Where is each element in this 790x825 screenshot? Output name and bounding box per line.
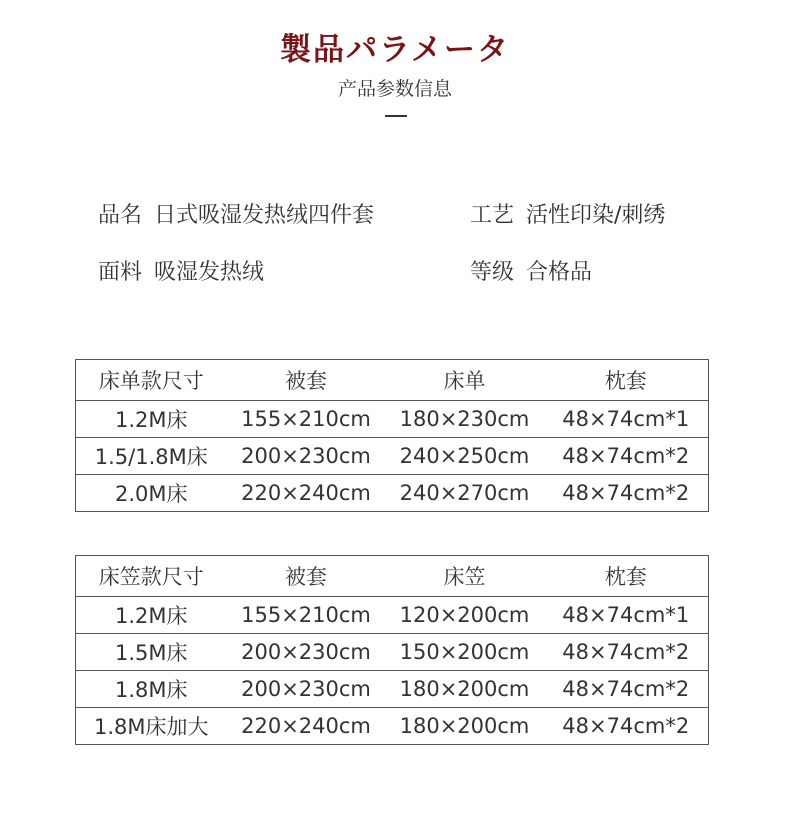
- table-header-row: [76, 556, 709, 597]
- spec-grade: [470, 258, 592, 288]
- spec-fabric-value: 吸湿发热绒: [154, 260, 265, 285]
- table-cell: 1.8M床: [76, 671, 227, 708]
- table-header-cell: 被套: [227, 360, 386, 401]
- table-cell: 48×74cm*2: [544, 671, 709, 708]
- table-row: [76, 708, 709, 745]
- table-header-cell: 被套: [227, 556, 386, 597]
- table-cell: 120×200cm: [386, 597, 544, 634]
- table-cell: 200×230cm: [227, 671, 386, 708]
- table-header-cell: 床笠: [386, 556, 544, 597]
- spec-name: [98, 201, 374, 231]
- table-cell: 155×210cm: [227, 597, 386, 634]
- table-cell: 1.8M床加大: [76, 708, 227, 745]
- table-row: [76, 597, 709, 634]
- table-row: [76, 401, 709, 438]
- table-cell: 48×74cm*1: [544, 597, 709, 634]
- table-cell: 2.0M床: [76, 475, 227, 512]
- table-header-cell: 枕套: [544, 360, 709, 401]
- table-cell: 48×74cm*2: [544, 438, 709, 475]
- table-cell: 1.5M床: [76, 634, 227, 671]
- title-divider: [385, 115, 407, 117]
- table-cell: 48×74cm*1: [544, 401, 709, 438]
- spec-fabric-label: 面料: [98, 260, 143, 285]
- table-cell: 240×270cm: [386, 475, 544, 512]
- table-row: [76, 671, 709, 708]
- table-cell: 1.2M床: [76, 401, 227, 438]
- table-header-cell: 枕套: [544, 556, 709, 597]
- table-cell: 48×74cm*2: [544, 475, 709, 512]
- fitted-size-table: [75, 555, 709, 745]
- table-cell: 155×210cm: [227, 401, 386, 438]
- spec-name-label: 品名: [98, 203, 143, 228]
- spec-fabric: [98, 258, 264, 288]
- spec-craft-label: 工艺: [470, 203, 515, 228]
- table-cell: 180×200cm: [386, 708, 544, 745]
- table-header-cell: 床笠款尺寸: [76, 556, 227, 597]
- spec-craft: [470, 201, 665, 231]
- page-subtitle: 产品参数信息: [337, 78, 452, 100]
- table-cell: 200×230cm: [227, 634, 386, 671]
- page-title: 製品パラメータ: [279, 32, 511, 68]
- table-cell: 48×74cm*2: [544, 634, 709, 671]
- table-cell: 1.5/1.8M床: [76, 438, 227, 475]
- table-row: [76, 475, 709, 512]
- spec-name-value: 日式吸湿发热绒四件套: [154, 203, 375, 228]
- table-row: [76, 438, 709, 475]
- spec-grade-value: 合格品: [526, 260, 593, 285]
- table-header-row: [76, 360, 709, 401]
- table-cell: 200×230cm: [227, 438, 386, 475]
- table-cell: 1.2M床: [76, 597, 227, 634]
- table-cell: 48×74cm*2: [544, 708, 709, 745]
- table-header-cell: 床单: [386, 360, 544, 401]
- sheet-size-table: [75, 359, 709, 512]
- table-cell: 150×200cm: [386, 634, 544, 671]
- table-cell: 240×250cm: [386, 438, 544, 475]
- table-cell: 220×240cm: [227, 475, 386, 512]
- table-row: [76, 634, 709, 671]
- table-cell: 180×200cm: [386, 671, 544, 708]
- table-header-cell: 床单款尺寸: [76, 360, 227, 401]
- spec-craft-value: 活性印染/刺绣: [526, 203, 666, 228]
- table-cell: 180×230cm: [386, 401, 544, 438]
- spec-grade-label: 等级: [470, 260, 515, 285]
- table-cell: 220×240cm: [227, 708, 386, 745]
